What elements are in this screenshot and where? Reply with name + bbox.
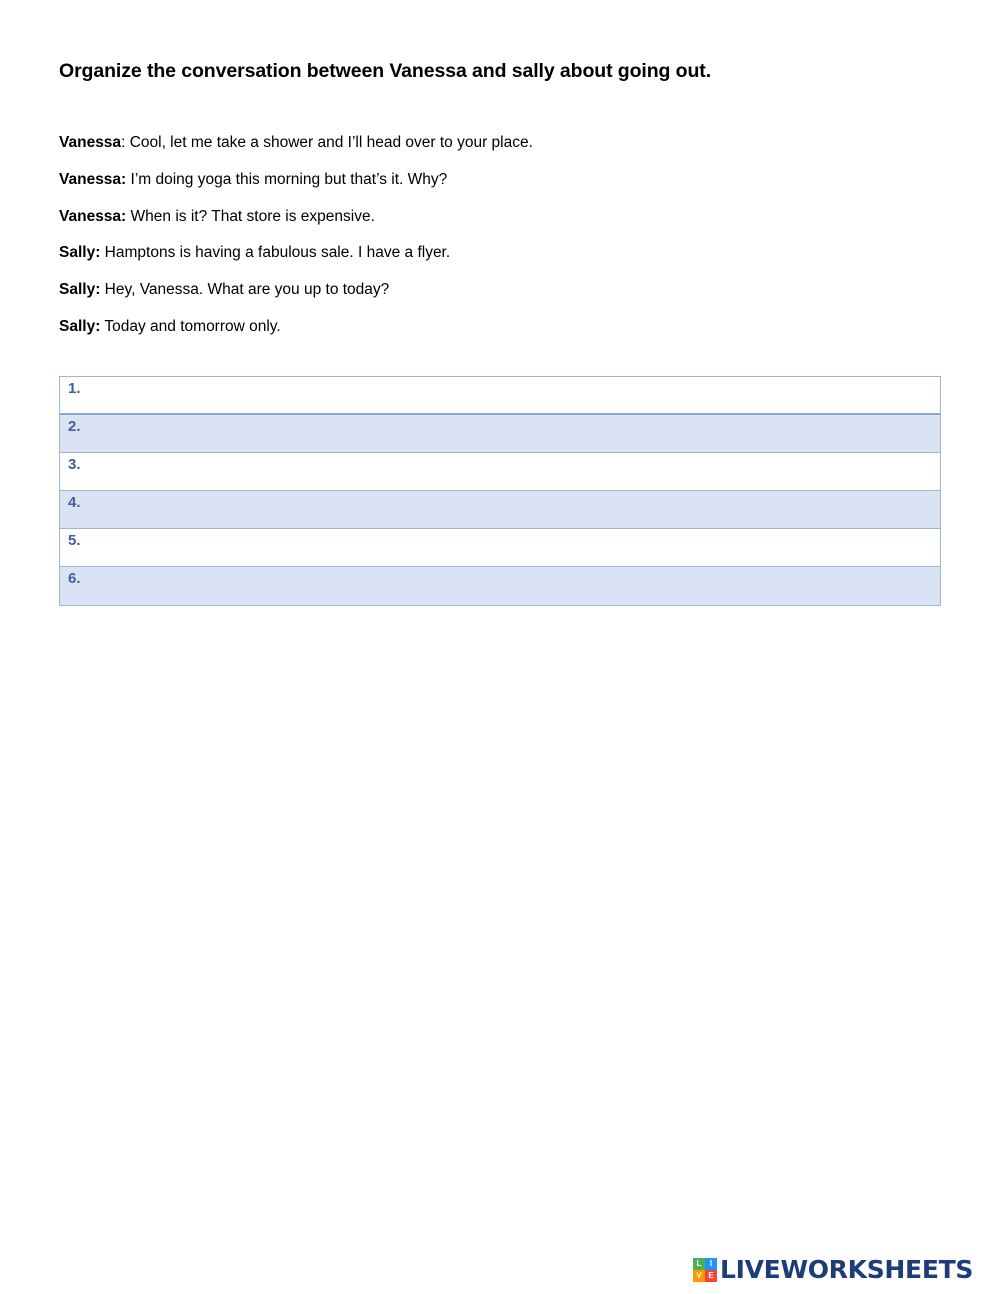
line-text: I’m doing yoga this morning but that’s it. Why? (130, 170, 448, 188)
answer-row-6[interactable] (60, 567, 940, 605)
speaker-name: Vanessa: (59, 207, 127, 225)
speaker-separator: : (121, 134, 130, 151)
answer-row-1[interactable] (60, 377, 940, 415)
answer-row-2[interactable] (60, 415, 940, 453)
row-number: 4. (68, 494, 81, 511)
answer-row-3[interactable] (60, 453, 940, 491)
row-number: 2. (68, 418, 81, 435)
logo-mark-letter: I (705, 1258, 717, 1270)
answer-row-4[interactable] (60, 491, 940, 529)
dialogue-line (59, 317, 533, 354)
dialogue-line (59, 170, 533, 207)
row-number: 1. (68, 380, 81, 397)
speaker-name: Vanessa: (59, 170, 127, 188)
dialogue-line (59, 243, 533, 280)
row-number: 3. (68, 456, 81, 473)
row-number: 5. (68, 532, 81, 549)
dialogue-line (59, 280, 533, 317)
speaker-name: Sally: (59, 317, 101, 335)
speaker-name: Sally: (59, 281, 101, 299)
dialogue-lines (59, 133, 533, 354)
line-text: Cool, let me take a shower and I’ll head over to your place. (129, 134, 533, 151)
worksheet-title: Organize the conversation between Vanessa and sally about going out. (59, 60, 712, 82)
answer-table (59, 376, 941, 606)
logo-mark-letter: V (693, 1270, 705, 1282)
line-text: Hey, Vanessa. What are you up to today? (104, 281, 390, 299)
logo-mark-letter: L (693, 1258, 705, 1270)
line-text: Today and tomorrow only. (104, 317, 281, 335)
line-text: When is it? That store is expensive. (130, 207, 375, 225)
logo-mark-icon (693, 1258, 717, 1282)
dialogue-line (59, 133, 533, 170)
logo-text: LIVEWORKSHEETS (720, 1255, 974, 1284)
logo-mark-letter: E (705, 1270, 717, 1282)
answer-row-5[interactable] (60, 529, 940, 567)
row-number: 6. (68, 570, 81, 587)
line-text: Hamptons is having a fabulous sale. I have a flyer. (104, 244, 451, 262)
dialogue-line (59, 207, 533, 244)
liveworksheets-logo (693, 1256, 973, 1284)
speaker-name: Vanessa (59, 134, 122, 151)
speaker-name: Sally: (59, 244, 101, 262)
